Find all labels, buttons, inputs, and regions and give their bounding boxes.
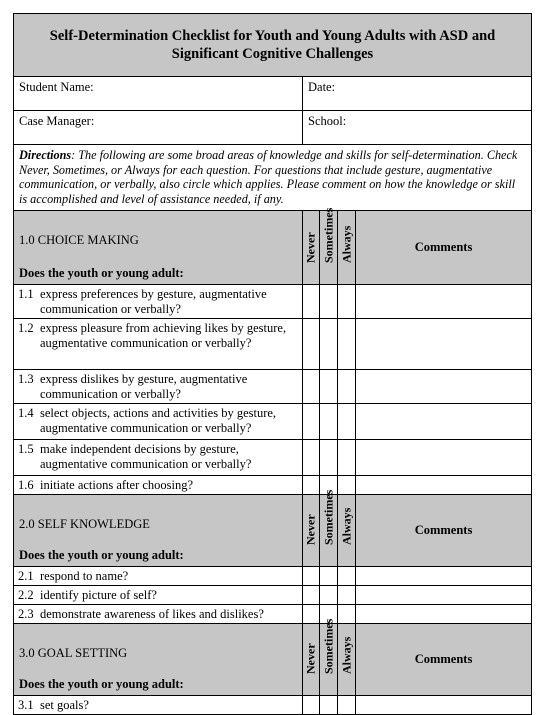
never-column-header <box>303 495 320 567</box>
sometimes-checkbox-cell[interactable] <box>320 440 338 476</box>
comments-cell[interactable] <box>356 440 532 476</box>
never-checkbox-cell[interactable] <box>303 586 320 605</box>
comments-column-header: Comments <box>356 624 532 696</box>
question-text: identify picture of self? <box>40 588 157 603</box>
comments-cell[interactable] <box>356 404 532 440</box>
checklist-item-row <box>14 567 532 586</box>
directions-label: Directions <box>19 148 72 162</box>
sometimes-checkbox-cell[interactable] <box>320 567 338 586</box>
always-column-header <box>338 211 356 285</box>
sometimes-checkbox-cell[interactable] <box>320 285 338 319</box>
always-column-header <box>338 495 356 567</box>
checklist-item-row <box>14 404 532 440</box>
question-text: make independent decisions by gesture, augmentative communication or verbally? <box>40 442 252 472</box>
comments-cell[interactable] <box>356 696 532 715</box>
never-checkbox-cell[interactable] <box>303 404 320 440</box>
question-cell <box>14 285 303 319</box>
school-field[interactable]: School: <box>303 111 532 145</box>
always-checkbox-cell[interactable] <box>338 285 356 319</box>
never-checkbox-cell[interactable] <box>303 567 320 586</box>
directions-text: : The following are some broad areas of knowledge and skills for self-determination. Check Never, Sometimes, or Always for each question. For questions that include gesture, augmentative communication, or verbally, also circle which applies. Please comment on how the knowledge or skill is accomplished and level of assistance needed, if any. <box>19 148 518 206</box>
question-cell <box>14 440 303 476</box>
question-cell <box>14 319 303 370</box>
checklist-item-row <box>14 605 532 624</box>
question-cell <box>14 567 303 586</box>
question-text: initiate actions after choosing? <box>40 478 194 493</box>
always-checkbox-cell[interactable] <box>338 605 356 624</box>
question-number: 1.5 <box>18 442 34 457</box>
never-header-label: Never <box>303 643 318 675</box>
comments-cell[interactable] <box>356 605 532 624</box>
never-checkbox-cell[interactable] <box>303 370 320 404</box>
section-title-cell <box>14 624 303 696</box>
comments-column-header: Comments <box>356 211 532 285</box>
checklist-item-row <box>14 586 532 605</box>
question-cell <box>14 370 303 404</box>
section-title: 2.0 SELF KNOWLEDGE <box>19 517 150 532</box>
never-checkbox-cell[interactable] <box>303 476 320 495</box>
section-prompt: Does the youth or young adult: <box>19 677 184 692</box>
section-prompt: Does the youth or young adult: <box>19 548 184 563</box>
section-prompt: Does the youth or young adult: <box>19 266 184 281</box>
section-title: 3.0 GOAL SETTING <box>19 646 128 661</box>
always-checkbox-cell[interactable] <box>338 440 356 476</box>
comments-cell[interactable] <box>356 370 532 404</box>
question-number: 2.3 <box>18 607 34 622</box>
always-checkbox-cell[interactable] <box>338 586 356 605</box>
sometimes-column-header <box>320 490 338 567</box>
document-title <box>14 14 532 77</box>
always-header-label: Always <box>339 508 353 546</box>
checklist-item-row <box>14 285 532 319</box>
checklist-item-row <box>14 476 532 495</box>
checklist-item-row <box>14 696 532 715</box>
comments-cell[interactable] <box>356 567 532 586</box>
never-column-header <box>303 624 320 696</box>
always-checkbox-cell[interactable] <box>338 696 356 715</box>
sometimes-column-header <box>320 619 338 696</box>
never-checkbox-cell[interactable] <box>303 319 320 370</box>
sometimes-checkbox-cell[interactable] <box>320 370 338 404</box>
always-checkbox-cell[interactable] <box>338 476 356 495</box>
question-number: 1.4 <box>18 406 34 421</box>
sometimes-header-label: Sometimes <box>321 208 335 264</box>
checklist-item-row <box>14 370 532 404</box>
date-field[interactable]: Date: <box>303 77 532 111</box>
question-cell <box>14 586 303 605</box>
never-checkbox-cell[interactable] <box>303 605 320 624</box>
sometimes-checkbox-cell[interactable] <box>320 404 338 440</box>
checklist-table <box>13 13 532 715</box>
question-text: demonstrate awareness of likes and dislikes? <box>40 607 264 622</box>
question-number: 1.2 <box>18 321 34 336</box>
directions-block <box>14 145 532 211</box>
comments-cell[interactable] <box>356 586 532 605</box>
comments-cell[interactable] <box>356 319 532 370</box>
checklist-item-row <box>14 440 532 476</box>
question-text: express pleasure from achieving likes by gesture, augmentative communication or verbally? <box>40 321 287 351</box>
question-text: express dislikes by gesture, augmentative communication or verbally? <box>40 372 248 402</box>
question-number: 2.1 <box>18 569 34 584</box>
question-number: 1.6 <box>18 478 34 493</box>
comments-cell[interactable] <box>356 476 532 495</box>
student-name-field[interactable]: Student Name: <box>14 77 303 111</box>
comments-cell[interactable] <box>356 285 532 319</box>
title-line-1: Self-Determination Checklist for Youth and Young Adults with ASD and <box>49 28 496 44</box>
never-checkbox-cell[interactable] <box>303 440 320 476</box>
comments-column-header: Comments <box>356 495 532 567</box>
always-column-header <box>338 624 356 696</box>
sometimes-header-label: Sometimes <box>321 490 335 546</box>
section-title-cell <box>14 211 303 285</box>
question-cell <box>14 476 303 495</box>
never-header-label: Never <box>303 514 318 546</box>
sometimes-checkbox-cell[interactable] <box>320 586 338 605</box>
case-manager-field[interactable]: Case Manager: <box>14 111 303 145</box>
sometimes-checkbox-cell[interactable] <box>320 319 338 370</box>
question-cell <box>14 605 303 624</box>
section-title-cell <box>14 495 303 567</box>
question-number: 1.1 <box>18 287 34 302</box>
always-checkbox-cell[interactable] <box>338 319 356 370</box>
sometimes-column-header <box>320 208 338 285</box>
section-header-row <box>14 211 532 285</box>
never-header-label: Never <box>303 232 318 264</box>
section-title: 1.0 CHOICE MAKING <box>19 233 139 248</box>
always-header-label: Always <box>339 226 353 264</box>
question-text: set goals? <box>40 698 89 713</box>
section-header-row <box>14 624 532 696</box>
never-checkbox-cell[interactable] <box>303 696 320 715</box>
title-line-2: Significant Cognitive Challenges <box>171 46 374 62</box>
checklist-item-row <box>14 319 532 370</box>
never-checkbox-cell[interactable] <box>303 285 320 319</box>
question-text: express preferences by gesture, augmentative communication or verbally? <box>40 287 267 317</box>
always-checkbox-cell[interactable] <box>338 567 356 586</box>
always-checkbox-cell[interactable] <box>338 370 356 404</box>
sometimes-checkbox-cell[interactable] <box>320 696 338 715</box>
question-text: select objects, actions and activities by gesture, augmentative communication or verbally? <box>40 406 277 436</box>
never-column-header <box>303 211 320 285</box>
question-number: 1.3 <box>18 372 34 387</box>
section-header-row <box>14 495 532 567</box>
always-checkbox-cell[interactable] <box>338 404 356 440</box>
sometimes-header-label: Sometimes <box>321 619 335 675</box>
question-text: respond to name? <box>40 569 129 584</box>
always-header-label: Always <box>339 637 353 675</box>
question-number: 3.1 <box>18 698 34 713</box>
question-number: 2.2 <box>18 588 34 603</box>
question-cell <box>14 696 303 715</box>
question-cell <box>14 404 303 440</box>
